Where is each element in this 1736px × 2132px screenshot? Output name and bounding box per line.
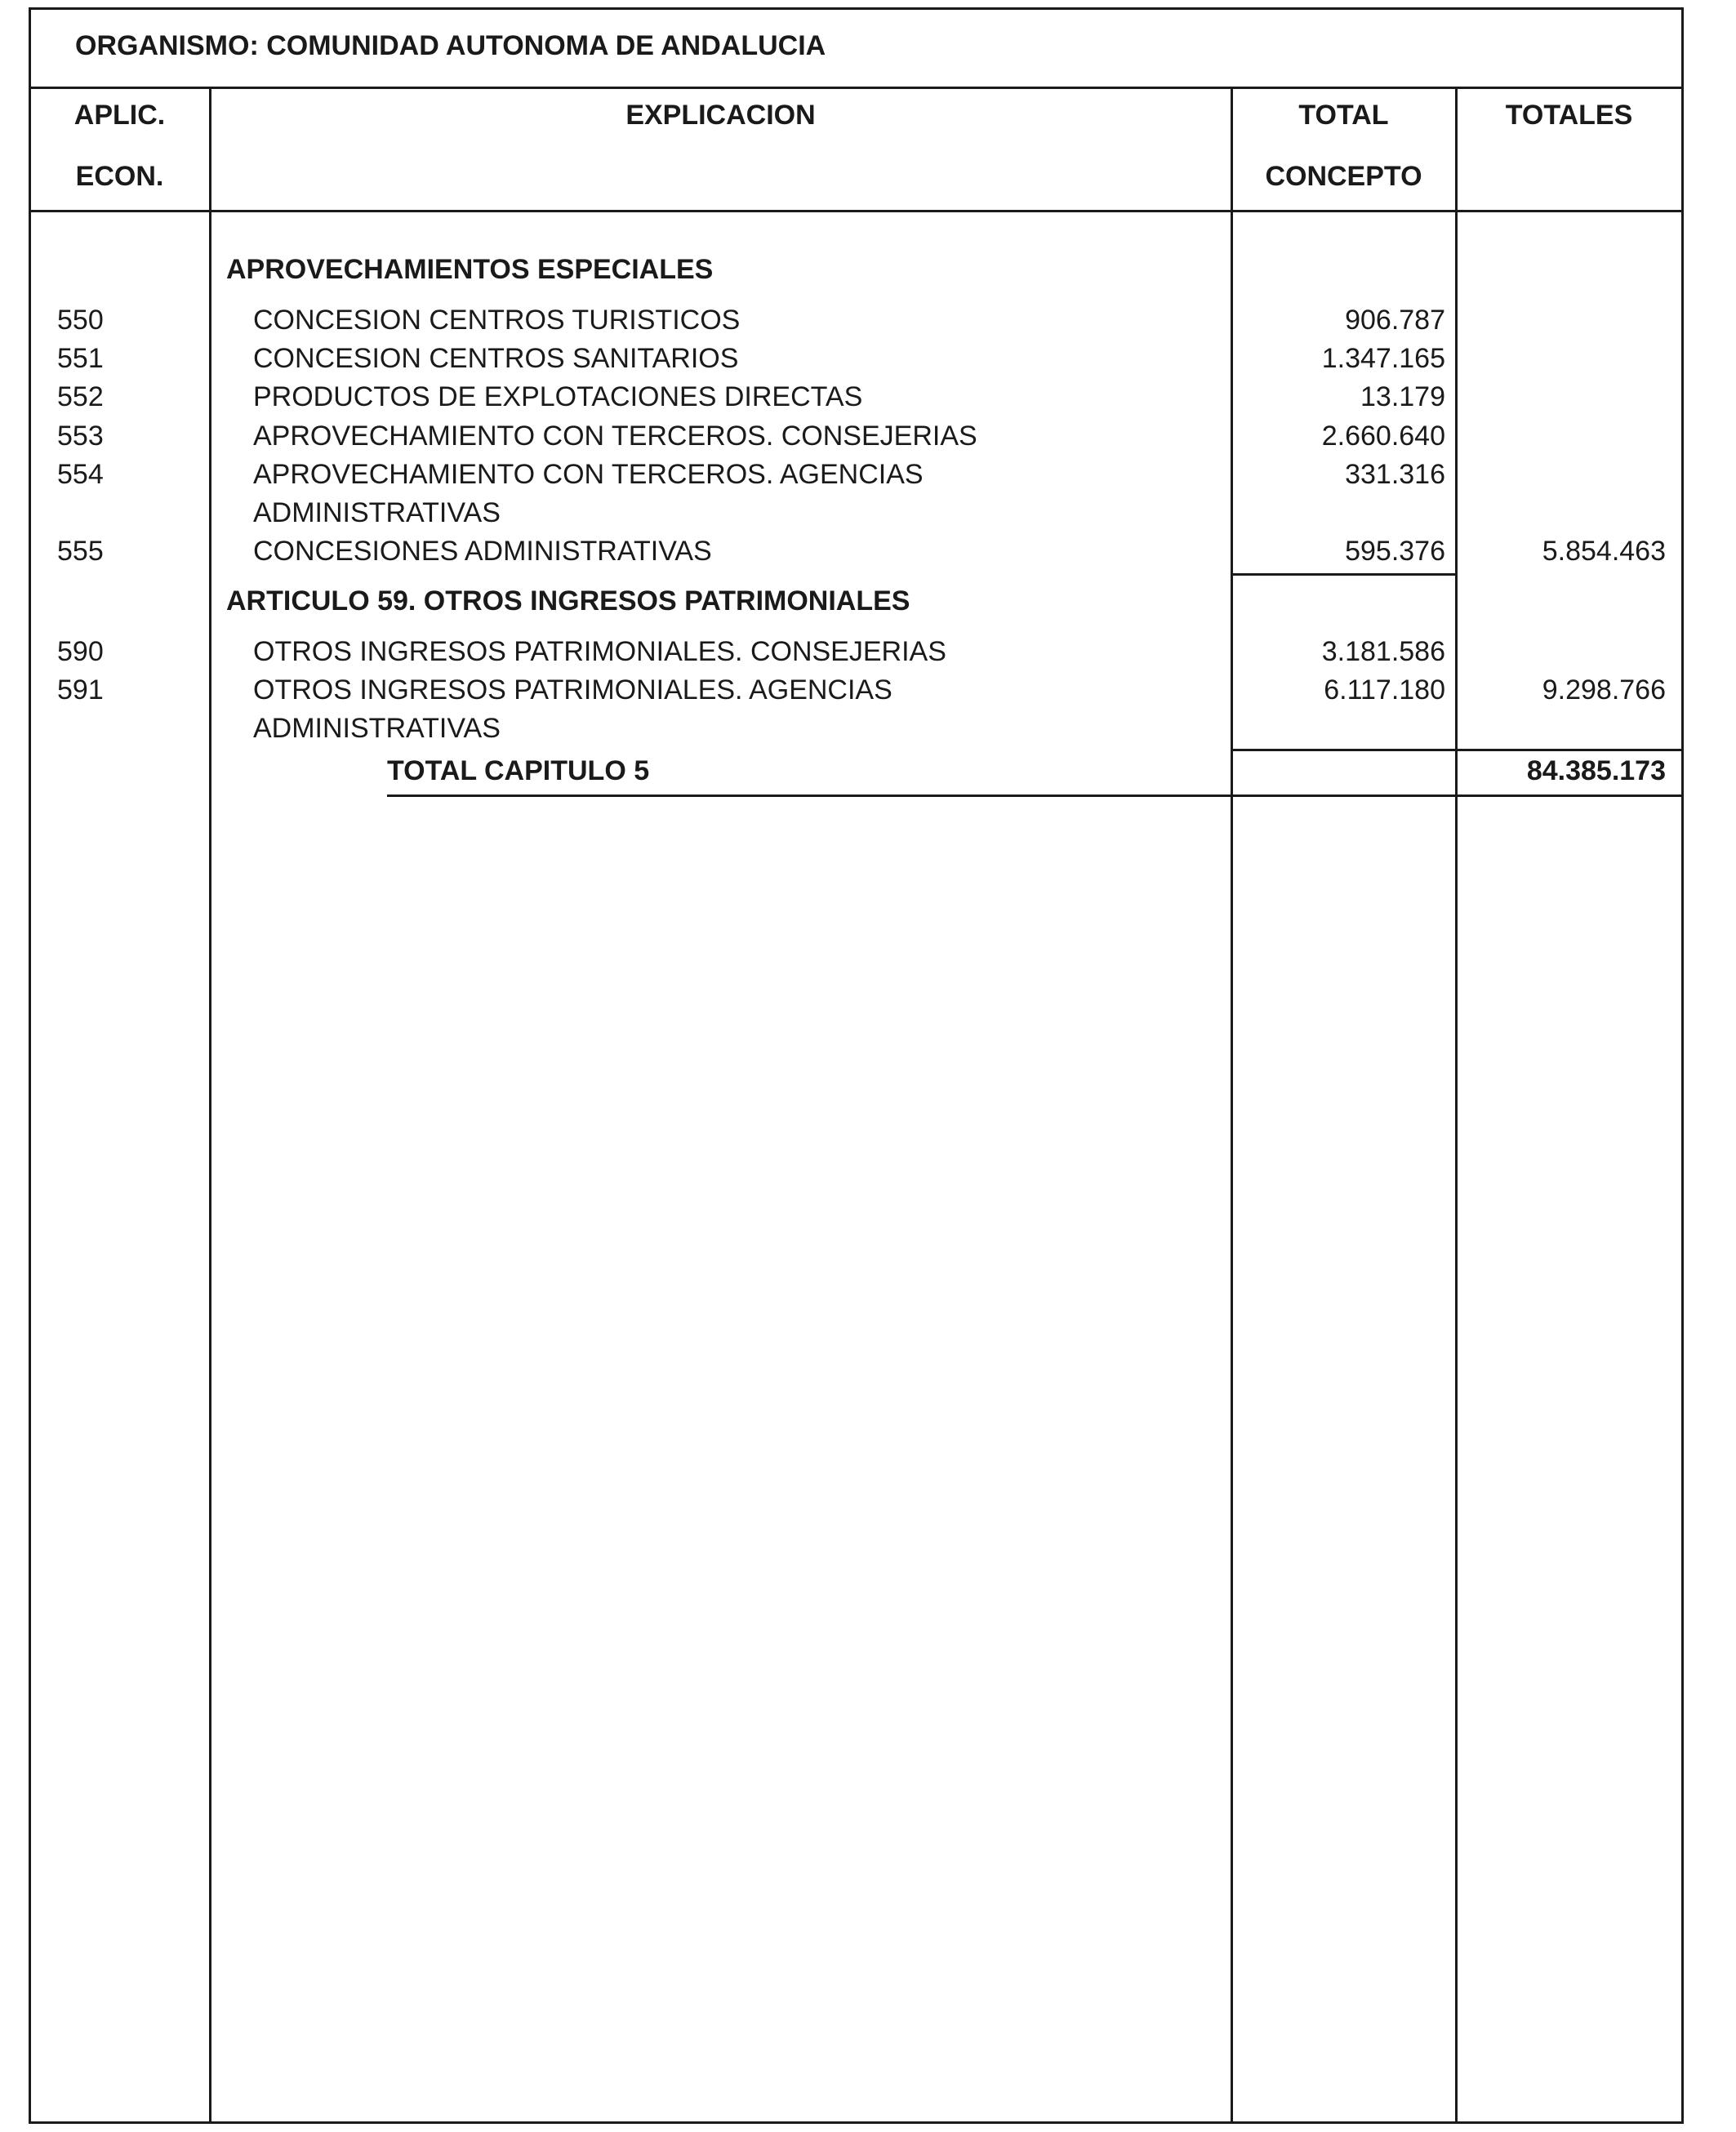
- col-header-totales: TOTALES: [1505, 100, 1633, 131]
- top-border: [29, 7, 1684, 10]
- row-label: CONCESIONES ADMINISTRATIVAS: [253, 536, 712, 567]
- row-code: 591: [57, 674, 104, 705]
- section-title: ARTICULO 59. OTROS INGRESOS PATRIMONIALES: [226, 585, 910, 616]
- row-label-continuation: ADMINISTRATIVAS: [253, 497, 501, 528]
- row-total-concepto: 1.347.165: [1321, 343, 1445, 374]
- subtotal-rule-concepto: [1231, 573, 1455, 576]
- subtotal-rule-total-capitulo: [1231, 749, 1684, 751]
- row-total-concepto: 906.787: [1345, 305, 1445, 336]
- row-total-concepto: 13.179: [1360, 381, 1445, 412]
- bottom-border: [29, 2121, 1684, 2124]
- col-divider-total: [1455, 87, 1458, 2124]
- col-header-concepto: CONCEPTO: [1265, 161, 1422, 192]
- col-header-total: TOTAL: [1298, 100, 1389, 131]
- row-totales: 5.854.463: [1542, 536, 1666, 567]
- col-header-aplic: APLIC.: [73, 100, 166, 131]
- row-code: 555: [57, 536, 104, 567]
- row-code: 551: [57, 343, 104, 374]
- col-divider-code: [209, 87, 211, 2124]
- organismo-divider: [29, 87, 1684, 89]
- row-code: 554: [57, 459, 104, 490]
- col-divider-explicacion: [1231, 87, 1233, 2124]
- row-code: 590: [57, 636, 104, 667]
- row-code: 552: [57, 381, 104, 412]
- row-label: APROVECHAMIENTO CON TERCEROS. AGENCIAS: [253, 459, 924, 490]
- row-code: 553: [57, 421, 104, 452]
- row-total-concepto: 6.117.180: [1324, 674, 1445, 705]
- row-label: PRODUCTOS DE EXPLOTACIONES DIRECTAS: [253, 381, 863, 412]
- total-capitulo-underline: [387, 794, 1684, 797]
- organismo-title: ORGANISMO: COMUNIDAD AUTONOMA DE ANDALUCIA: [75, 30, 826, 61]
- row-label: OTROS INGRESOS PATRIMONIALES. AGENCIAS: [253, 674, 892, 705]
- row-total-concepto: 595.376: [1345, 536, 1445, 567]
- col-header-explicacion: EXPLICACION: [625, 100, 816, 131]
- row-totales: 9.298.766: [1542, 674, 1666, 705]
- total-capitulo-value: 84.385.173: [1526, 755, 1666, 786]
- left-border: [29, 7, 31, 2124]
- section-title: APROVECHAMIENTOS ESPECIALES: [226, 254, 714, 285]
- row-label-continuation: ADMINISTRATIVAS: [253, 713, 501, 744]
- row-total-concepto: 3.181.586: [1321, 636, 1445, 667]
- total-capitulo-label: TOTAL CAPITULO 5: [387, 755, 650, 786]
- row-label: CONCESION CENTROS TURISTICOS: [253, 305, 741, 336]
- right-border: [1681, 7, 1684, 2124]
- row-label: OTROS INGRESOS PATRIMONIALES. CONSEJERIAS: [253, 636, 946, 667]
- row-label: APROVECHAMIENTO CON TERCEROS. CONSEJERIAS: [253, 421, 977, 452]
- row-label: CONCESION CENTROS SANITARIOS: [253, 343, 739, 374]
- row-total-concepto: 2.660.640: [1321, 421, 1445, 452]
- row-total-concepto: 331.316: [1345, 459, 1445, 490]
- row-code: 550: [57, 305, 104, 336]
- col-header-econ: ECON.: [75, 161, 164, 192]
- header-divider: [29, 210, 1684, 212]
